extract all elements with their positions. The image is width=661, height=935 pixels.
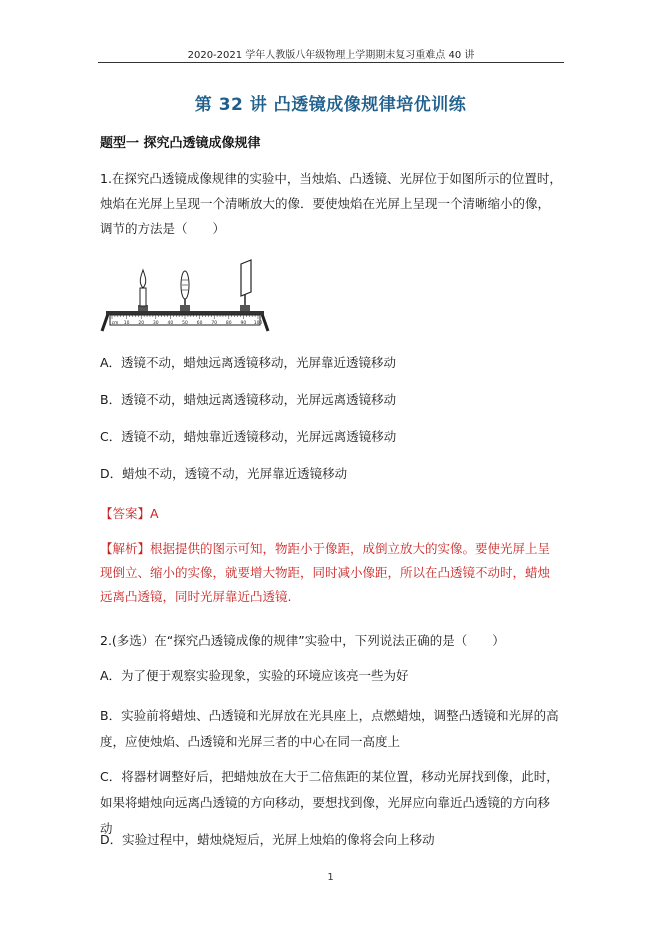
page-header: 2020-2021 学年人教版八年级物理上学期期末复习重难点 40 讲: [187, 50, 475, 61]
candle: [140, 288, 146, 306]
lecture-title: 第 32 讲 凸透镜成像规律培优训练: [194, 95, 467, 115]
ruler-tick-label: 20: [138, 321, 145, 326]
question-2-stem: 2.(多选）在“探究凸透镜成像的规律”实验中，下列说法正确的是（ ）: [100, 633, 505, 648]
ruler-tick-label: 50: [182, 321, 188, 326]
answer-value: A: [150, 506, 159, 521]
question-1-option-d: D．蜡烛不动，透镜不动，光屏靠近透镜移动: [100, 466, 348, 481]
page-number: 1: [327, 872, 334, 883]
question-2-option-b: B．实验前将蜡烛、凸透镜和光屏放在光具座上，点燃蜡烛，调整凸透镜和光屏的高度，应使烛焰、凸透镜和光屏三者的中心在同一高度上: [100, 708, 559, 749]
lens-holder: [180, 305, 190, 311]
question-2-option-a: A．为了便于观察实验现象，实验的环境应该亮一些为好: [100, 668, 409, 683]
section-heading: 题型一 探究凸透镜成像规律: [100, 136, 261, 151]
analysis-text: 根据提供的图示可知，物距小于像距，成倒立放大的实像。要使光屏上呈现倒立、缩小的实像，就要增大物距，同时减小像距，所以在凸透镜不动时，蜡烛远离凸透镜，同时光屏靠近凸透镜.: [100, 541, 551, 604]
question-1-analysis: [100, 537, 562, 609]
question-1-option-a: A．透镜不动，蜡烛远离透镜移动，光屏靠近透镜移动: [100, 355, 397, 370]
optical-bench-figure: [100, 258, 272, 334]
screen-holder: [240, 305, 250, 311]
question-2-option-d: D．实验过程中，蜡烛烧短后，光屏上烛焰的像将会向上移动: [100, 832, 435, 847]
analysis-label: 【解析】: [100, 541, 151, 556]
light-screen: [241, 260, 251, 296]
bench-left-leg: [102, 314, 108, 331]
candle-flame: [140, 270, 145, 288]
ruler-tick-label: 40: [167, 321, 174, 326]
ruler-tick-label: 80: [225, 321, 232, 326]
ruler-tick-label: 60: [196, 321, 203, 326]
question-1-option-b: B．透镜不动，蜡烛远离透镜移动，光屏远离透镜移动: [100, 392, 397, 407]
answer-label: 【答案】: [100, 506, 151, 521]
question-2-option-c: C．将器材调整好后，把蜡烛放在大于二倍焦距的某位置，移动光屏找到像，此时，如果将蜡烛向远离凸透镜的方向移动，要想找到像，光屏应向靠近凸透镜的方向移动: [100, 769, 559, 836]
bench-rail: [106, 311, 264, 315]
ruler-tick-label: 100: [253, 321, 263, 326]
bench-right-leg: [262, 314, 268, 331]
ruler-tick-label: 70: [211, 321, 218, 326]
question-1-stem: 1.在探究凸透镜成像规律的实验中，当烛焰、凸透镜、光屏位于如图所示的位置时，烛焰在光屏上呈现一个清晰放大的像．要使烛焰在光屏上呈现一个清晰缩小的像，调节的方法是（ ）: [100, 171, 562, 236]
ruler-tick-label: 90: [240, 321, 247, 326]
ruler-tick-label: cm: [111, 321, 119, 326]
question-1-option-c: C．透镜不动，蜡烛靠近透镜移动，光屏远离透镜移动: [100, 429, 397, 444]
header-divider: [98, 62, 564, 63]
ruler-tick-label: 30: [152, 321, 159, 326]
ruler-tick-label: 10: [123, 321, 130, 326]
question-1-answer: [100, 502, 562, 526]
